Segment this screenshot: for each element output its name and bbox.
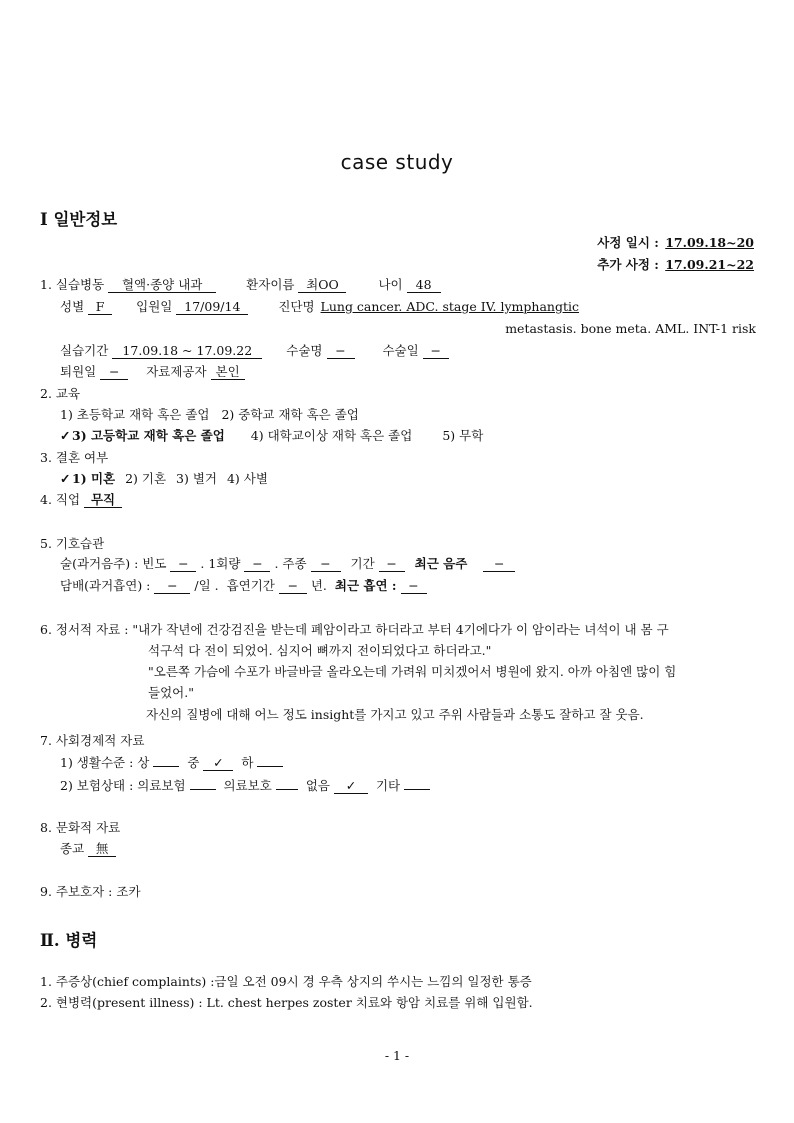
education-options-row1: 1) 초등학교 재학 혹은 졸업 2) 중학교 재학 혹은 졸업 [60, 407, 359, 422]
sex-value: F [88, 300, 112, 315]
education-options-row2: ✓ 3) 고등학교 재학 혹은 졸업 4) 대학교이상 재학 혹은 졸업 5) 무학 [60, 428, 484, 443]
religion-line: 종교 無 [60, 841, 116, 857]
practice-period: 17.09.18 ~ 17.09.22 [112, 344, 262, 359]
socio-label: 7. 사회경제적 자료 [40, 733, 145, 748]
admit-date: 17/09/14 [176, 300, 248, 315]
present-illness: 2. 현병력(present illness) : Lt. chest herpes zoster 치료와 항암 치료를 위해 입원함. [40, 995, 533, 1010]
education-selected: 3) 고등학교 재학 혹은 졸업 [72, 428, 225, 443]
patient-name: 최OO [298, 278, 346, 293]
check-icon: ✓ [334, 779, 368, 794]
religion-value: 無 [88, 842, 116, 857]
additional-assessment-date: 추가 사정 : 17.09.21~22 [597, 257, 754, 272]
diagnosis: Lung cancer. ADC. stage IV. lymphangtic [320, 299, 579, 314]
emotional-note: 자신의 질병에 대해 어느 정도 insight를 가지고 있고 주위 사람들과 소통도 잘하고 잘 웃음. [146, 707, 644, 722]
marriage-options: ✓ 1) 미혼 2) 기혼 3) 별거 4) 사별 [60, 471, 268, 486]
alcohol-line: 술(과거음주) : 빈도 − . 1회량 − . 주종 − 기간 − 최근 음주 − [60, 556, 515, 572]
diagnosis-continued: metastasis. bone meta. AML. INT-1 risk [505, 321, 756, 336]
discharge-date: − [100, 365, 128, 380]
operation-name: − [327, 344, 355, 359]
section-history-heading: Ⅱ. 병력 [40, 931, 98, 950]
emotional-quote1: "내가 작년에 건강검진을 받는데 폐암이라고 하더라고 부터 4기에다가 이 암이라는 녀석이 내 몸 구 [132, 622, 669, 637]
check-icon: ✓ [60, 428, 71, 443]
job-line: 4. 직업 무직 [40, 492, 122, 508]
practice-period-line: 실습기간 17.09.18 ~ 17.09.22 수술명 − 수술일 − [60, 343, 449, 359]
discharge-line: 퇴원일 − 자료제공자 본인 [60, 364, 245, 380]
caregiver-value: 조카 [116, 884, 141, 899]
patient-age: 48 [407, 278, 441, 293]
caregiver-line: 9. 주보호자 : 조카 [40, 884, 141, 899]
marriage-label: 3. 결혼 여부 [40, 450, 109, 465]
check-icon: ✓ [60, 471, 71, 486]
marriage-selected: 1) 미혼 [72, 471, 116, 486]
emotional-quote1-cont: 석구석 다 전이 되었어. 심지어 뼈까지 전이되었다고 하더라고." [148, 643, 492, 658]
living-standard-line: 1) 생활수준 : 상 중 ✓ 하 [60, 754, 283, 771]
ward-line: 1. 실습병동 혈액·종양 내과 환자이름 최OO 나이 48 [40, 277, 441, 293]
insurance-line: 2) 보험상태 : 의료보험 의료보호 없음 ✓ 기타 [60, 777, 430, 794]
page-number: - 1 - [384, 1048, 410, 1063]
data-provider: 본인 [211, 365, 245, 380]
habits-label: 5. 기호습관 [40, 536, 105, 551]
section-general-info-heading: Ⅰ 일반정보 [40, 210, 118, 229]
sex-admit-line: 성별 F 입원일 17/09/14 진단명 Lung cancer. ADC. stage IV. lymphangtic [60, 299, 579, 314]
ward-value: 혈액·종양 내과 [108, 278, 216, 293]
emotional-label: 6. 정서적 자료 : [40, 622, 129, 637]
smoking-line: 담배(과거흡연) : − /일 . 흡연기간 − 년. 최근 흡연 : − [60, 578, 427, 594]
assessment-date: 사정 일시 : 17.09.18~20 [597, 235, 754, 250]
check-icon: ✓ [203, 756, 233, 771]
emotional-quote2-cont: 들었어." [148, 685, 194, 700]
culture-label: 8. 문화적 자료 [40, 820, 121, 835]
emotional-data [40, 622, 669, 638]
emotional-quote2: "오른쪽 가슴에 수포가 바글바글 올라오는데 가려워 미치겠어서 병원에 왔지. 아까 아침엔 많이 힘 [148, 664, 677, 679]
document-title: case study [340, 150, 454, 174]
chief-complaint: 1. 주증상(chief complaints) :금일 오전 09시 경 우측 상지의 쑤시는 느낌의 일정한 통증 [40, 974, 532, 989]
education-label: 2. 교육 [40, 386, 81, 401]
operation-date: − [423, 344, 449, 359]
job-value: 무직 [84, 493, 122, 508]
